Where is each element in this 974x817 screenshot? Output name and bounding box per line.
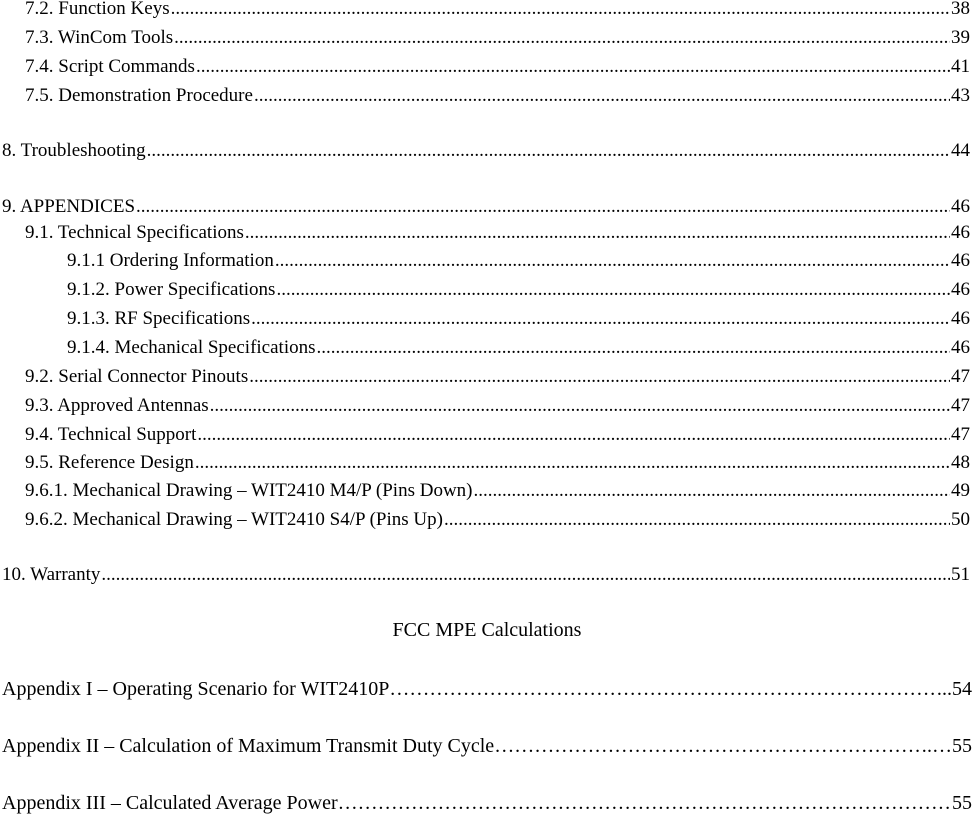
toc-entry-label: 7.3. WinCom Tools <box>25 27 174 48</box>
dot-leader <box>147 139 950 163</box>
toc-entry-page: 49 <box>951 480 970 501</box>
toc-entry-label: 7.4. Script Commands <box>25 56 195 77</box>
dot-leader <box>136 195 950 219</box>
dot-leader <box>197 423 950 447</box>
toc-entry-page: 43 <box>951 85 970 106</box>
dot-leader <box>195 451 950 475</box>
dot-leader <box>494 733 927 759</box>
toc-entry-label: 7.2. Function Keys <box>25 0 170 19</box>
dot-leader <box>317 336 950 360</box>
dot-leader <box>254 84 950 108</box>
toc-entry-label: 9.1.4. Mechanical Specifications <box>67 337 316 358</box>
toc-entry-page: 46 <box>951 279 970 300</box>
toc-entry-reference-design[interactable] <box>0 451 970 475</box>
dot-leader <box>249 365 950 389</box>
dot-leader <box>444 508 950 532</box>
dot-leader <box>245 221 950 245</box>
toc-entry-page: 39 <box>951 27 970 48</box>
toc-entry-label: 9.6.1. Mechanical Drawing – WIT2410 M4/P (Pins Down) <box>25 480 473 501</box>
toc-entry-page: 47 <box>951 424 970 445</box>
toc-entry-troubleshooting[interactable] <box>0 139 970 163</box>
toc-entry-label: 9.1.3. RF Specifications <box>67 308 251 329</box>
toc-entry-page: 44 <box>951 140 970 161</box>
appendix-entry-page: 55 <box>952 792 972 814</box>
toc-entry-demonstration-procedure[interactable] <box>0 84 970 108</box>
dot-leader <box>251 307 950 331</box>
dot-leader <box>171 0 950 21</box>
appendix-entry-average-power[interactable] <box>0 790 972 816</box>
toc-entry-wincom-tools[interactable] <box>0 26 970 50</box>
toc-entry-page: 46 <box>951 196 970 217</box>
toc-entry-label: 9.6.2. Mechanical Drawing – WIT2410 S4/P (Pins Up) <box>25 509 443 530</box>
appendix-entry-page: .…55 <box>927 735 972 757</box>
toc-entry-label: 9.5. Reference Design <box>25 452 194 473</box>
toc-entry-page: 47 <box>951 366 970 387</box>
toc-entry-serial-connector-pinouts[interactable] <box>0 365 970 389</box>
toc-entry-mechanical-drawing-m4p[interactable] <box>0 479 970 503</box>
toc-entry-label: 10. Warranty <box>2 564 101 585</box>
toc-entry-label: 9.4. Technical Support <box>25 424 197 445</box>
toc-entry-page: 38 <box>951 0 970 19</box>
toc-entry-label: 7.5. Demonstration Procedure <box>25 85 253 106</box>
toc-entry-page: 48 <box>951 452 970 473</box>
toc-entry-appendices[interactable] <box>0 195 970 219</box>
toc-entry-script-commands[interactable] <box>0 55 970 79</box>
toc-entry-approved-antennas[interactable] <box>0 394 970 418</box>
toc-entry-function-keys[interactable] <box>0 0 970 21</box>
toc-entry-page: 46 <box>951 222 970 243</box>
toc-entry-page: 46 <box>951 337 970 358</box>
toc-entry-technical-specifications[interactable] <box>0 221 970 245</box>
toc-entry-mechanical-drawing-s4p[interactable] <box>0 508 970 532</box>
toc-entry-label: 9.3. Approved Antennas <box>25 395 209 416</box>
dot-leader <box>174 26 950 50</box>
toc-entry-label: 9.1.1 Ordering Information <box>67 250 274 271</box>
appendix-entry-operating-scenario[interactable] <box>0 676 972 702</box>
toc-entry-warranty[interactable] <box>0 563 970 587</box>
dot-leader <box>338 790 952 816</box>
appendix-entry-page: ..54 <box>942 678 972 700</box>
dot-leader <box>276 278 950 302</box>
toc-entry-mechanical-specifications[interactable] <box>0 336 970 360</box>
toc-entry-technical-support[interactable] <box>0 423 970 447</box>
dot-leader <box>196 55 950 79</box>
toc-entry-label: 9. APPENDICES <box>2 196 136 217</box>
dot-leader <box>275 249 950 273</box>
toc-entry-ordering-information[interactable] <box>0 249 970 273</box>
toc-entry-page: 41 <box>951 56 970 77</box>
toc-entry-page: 51 <box>951 564 970 585</box>
appendix-entry-duty-cycle[interactable] <box>0 733 972 759</box>
toc-entry-page: 46 <box>951 308 970 329</box>
appendix-entry-label: Appendix I – Operating Scenario for WIT2410P <box>2 678 390 700</box>
dot-leader <box>210 394 950 418</box>
toc-entry-page: 50 <box>951 509 970 530</box>
dot-leader <box>389 676 942 702</box>
toc-entry-label: 9.1. Technical Specifications <box>25 222 244 243</box>
appendix-entry-label: Appendix II – Calculation of Maximum Transmit Duty Cycle <box>2 735 495 757</box>
toc-entry-page: 47 <box>951 395 970 416</box>
dot-leader <box>474 479 951 503</box>
toc-entry-page: 46 <box>951 250 970 271</box>
toc-entry-power-specifications[interactable] <box>0 278 970 302</box>
dot-leader <box>101 563 950 587</box>
toc-entry-label: 9.2. Serial Connector Pinouts <box>25 366 249 387</box>
toc-entry-label: 8. Troubleshooting <box>2 140 146 161</box>
fcc-heading: FCC MPE Calculations <box>392 619 582 641</box>
toc-entry-label: 9.1.2. Power Specifications <box>67 279 276 300</box>
appendix-entry-label: Appendix III – Calculated Average Power <box>2 792 338 814</box>
toc-entry-rf-specifications[interactable] <box>0 307 970 331</box>
